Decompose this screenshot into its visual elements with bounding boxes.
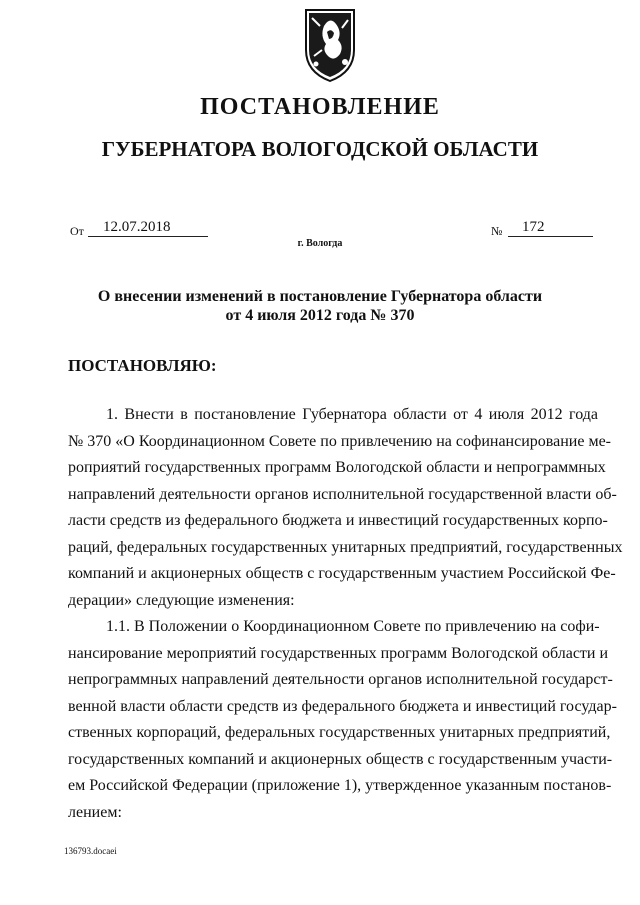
text-line: дерации» следующие изменения: [68, 591, 295, 609]
document-subtitle: ГУБЕРНАТОРА ВОЛОГОДСКОЙ ОБЛАСТИ [101, 137, 539, 161]
number-prefix: № [491, 224, 503, 238]
text-line: лением: [68, 803, 122, 821]
text-line: непрограммных направлений деятельности органов исполнительной государст- [68, 671, 613, 688]
subject-line: О внесении изменений в постановление Губернатора области [97, 288, 543, 305]
subject-line: от 4 июля 2012 года № 370 [225, 307, 415, 324]
city-label: г. Вологда [297, 238, 343, 249]
text-line: венной власти области средств из федерального бюджета и инвестиций государ- [68, 697, 617, 715]
document-date: 12.07.2018 [103, 219, 171, 235]
text-line: направлений деятельности органов исполнительной государственной власти об- [68, 485, 617, 503]
coat-of-arms-icon [300, 6, 360, 84]
document-title: ПОСТАНОВЛЕНИЕ [200, 94, 440, 120]
text-line: ласти средств из федерального бюджета и инвестиций государственных корпо- [68, 512, 608, 529]
text-line: ем Российской Федерации (приложение 1), утвержденное указанным постанов- [68, 777, 612, 794]
text-line: роприятий государственных программ Вологодской области и непрограммных [68, 459, 606, 476]
paragraph-1 [68, 402, 623, 614]
text-line: ственных корпораций, федеральных государственных унитарных предприятий, [68, 724, 611, 741]
text-line: 1.1. В Положении о Координационном Совете по привлечению на софи- [106, 618, 600, 635]
date-underline [88, 236, 208, 237]
text-line: 1. Внести в постановление Губернатора области от 4 июля 2012 года [106, 406, 598, 423]
date-prefix: От [70, 224, 84, 238]
document-number: 172 [522, 219, 545, 235]
text-line: государственных компаний и акционерных обществ с государственным участи- [68, 750, 613, 768]
text-line: № 370 «О Координационном Совете по привлечению на софинансирование ме- [68, 432, 612, 450]
decree-heading: ПОСТАНОВЛЯЮ: [68, 356, 217, 375]
number-underline [508, 236, 593, 237]
paragraph-1-1 [68, 614, 617, 826]
text-line: нансирование мероприятий государственных программ Вологодской области и [68, 644, 609, 662]
document-subject [0, 287, 640, 325]
text-line: компаний и акционерных обществ с государственным участием Российской Фе- [68, 565, 616, 582]
document-file-id: 136793.docaei [64, 846, 117, 856]
text-line: раций, федеральных государственных унитарных предприятий, государственных [68, 538, 623, 556]
